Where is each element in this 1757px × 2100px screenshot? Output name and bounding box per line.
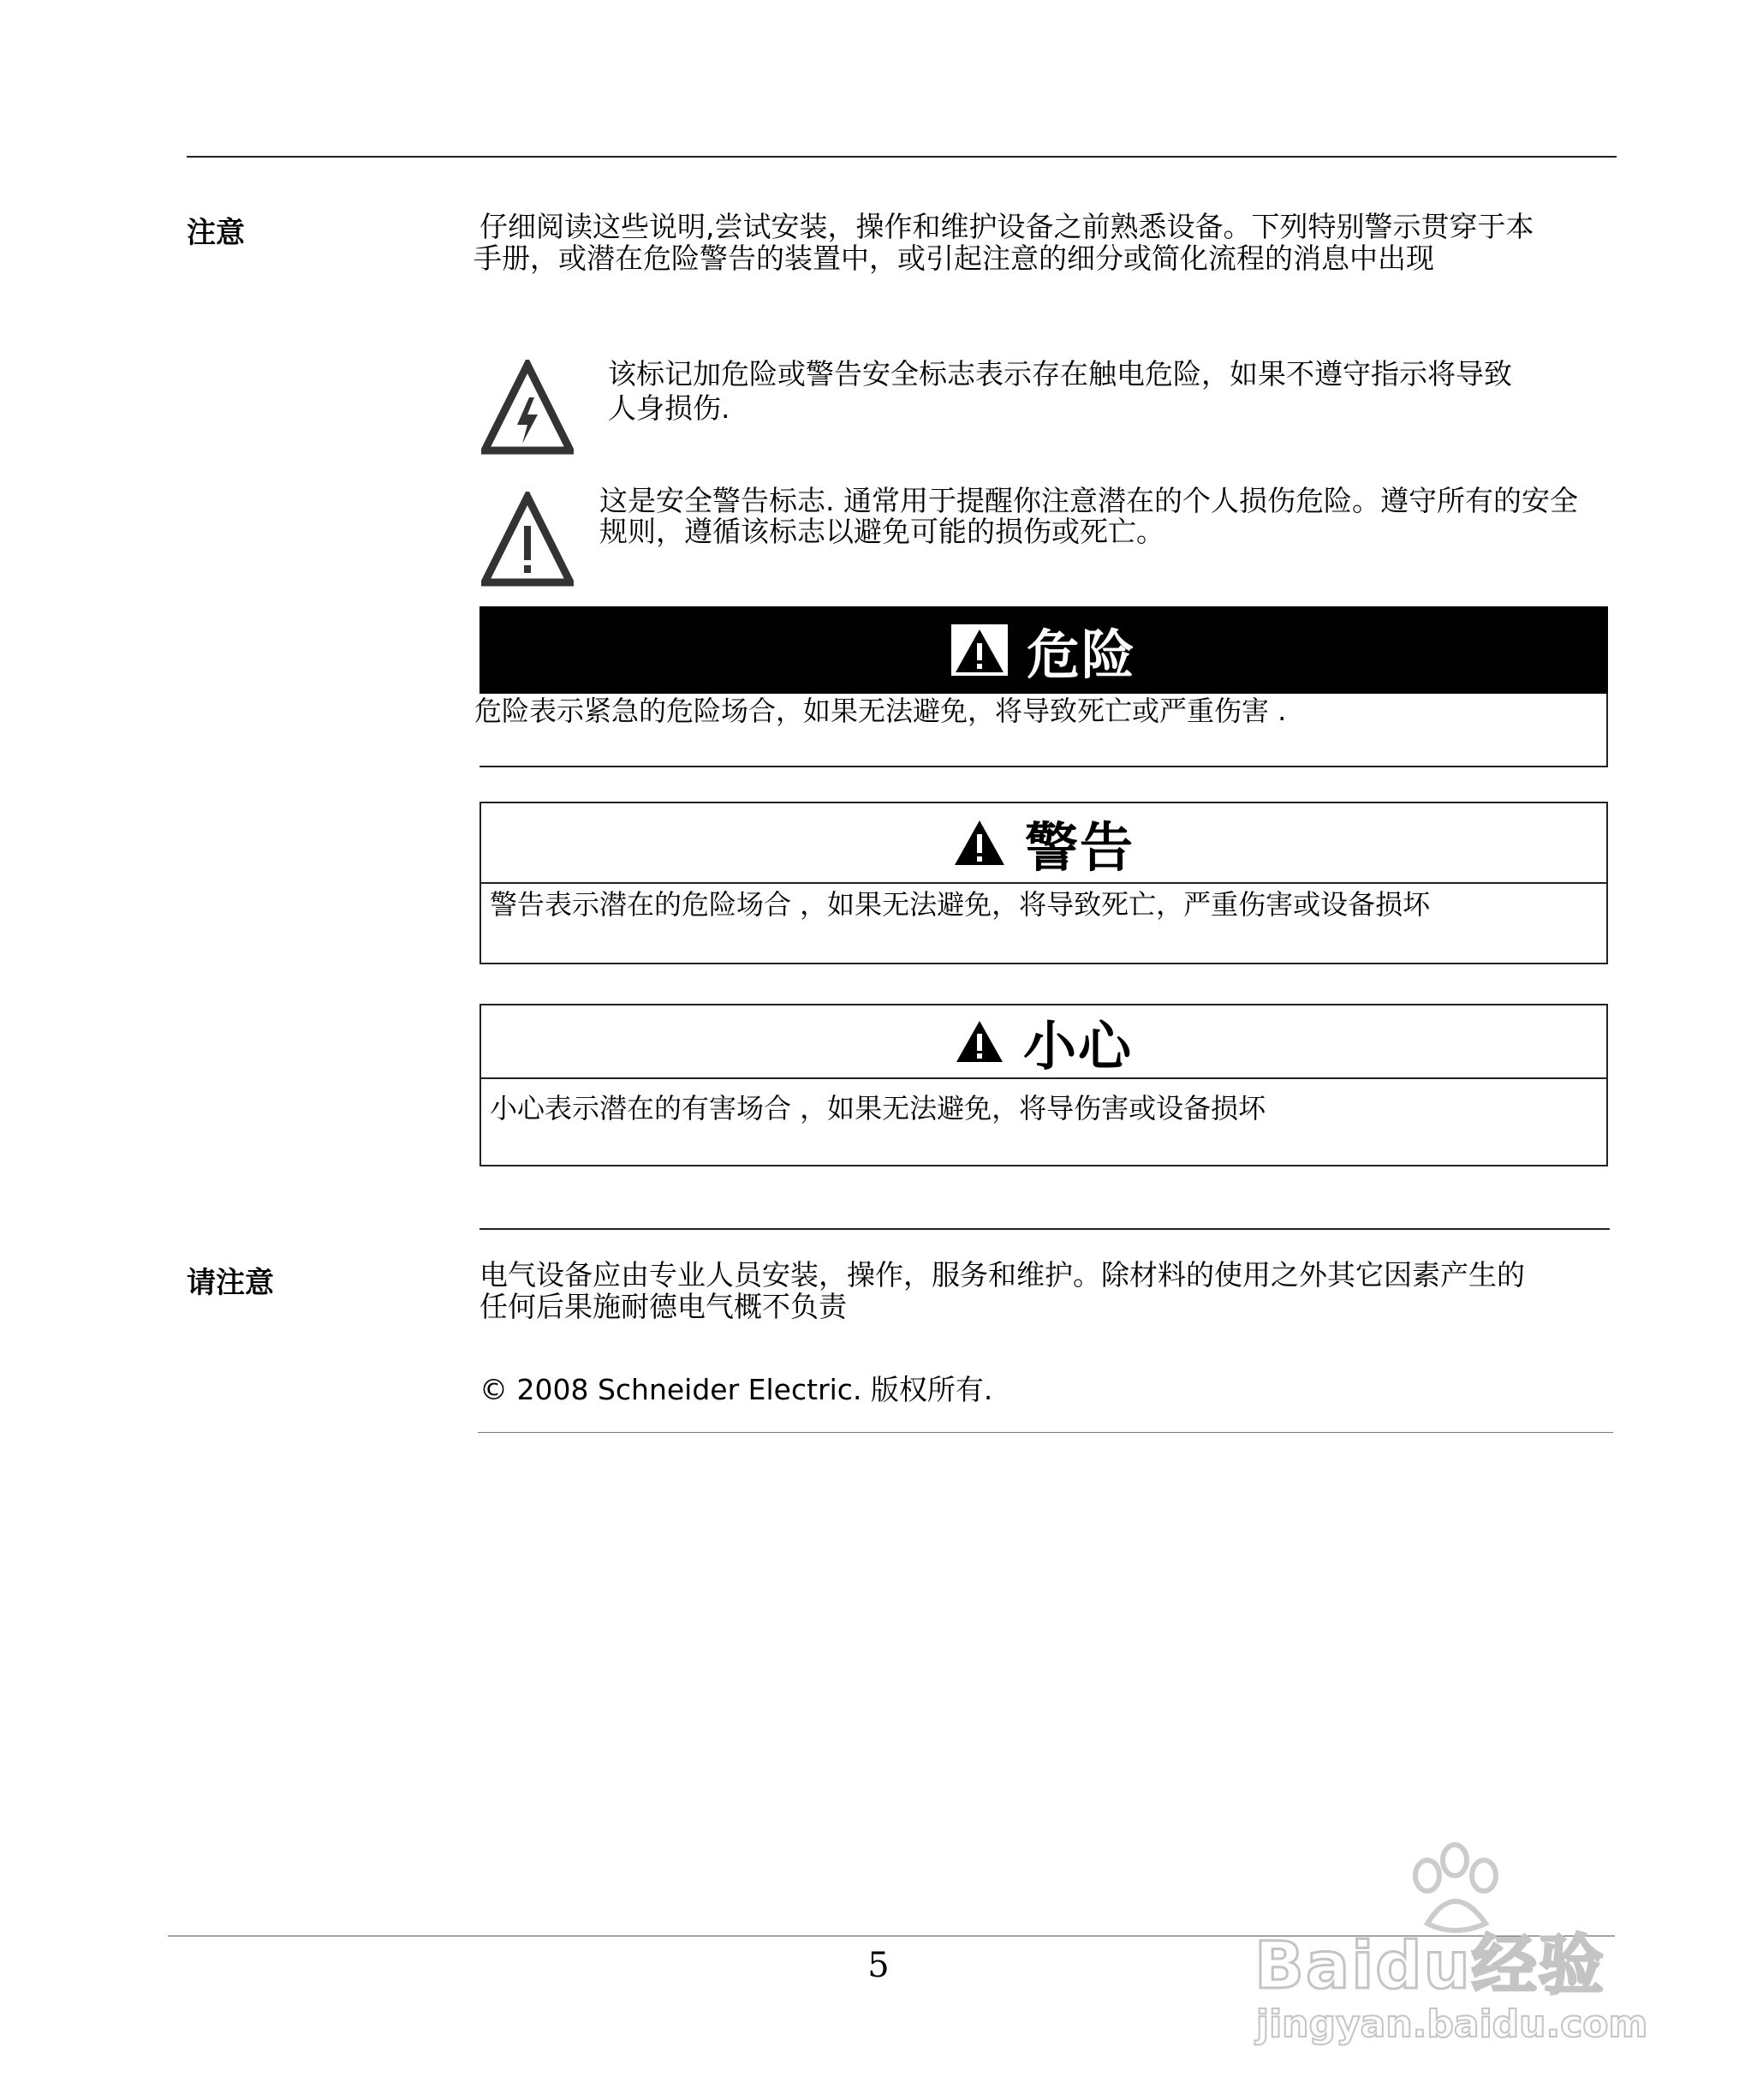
notice-text-line1: 仔细阅读这些说明,尝试安装，操作和维护设备之前熟悉设备。下列特别警示贯穿于本 xyxy=(479,210,1534,243)
copyright-rule xyxy=(478,1432,1613,1433)
please-note-label: 请注意 xyxy=(187,1266,274,1300)
alert-symbol-text-line2: 规则，遵循该标志以避免可能的损伤或死亡。 xyxy=(599,515,1164,548)
top-rule xyxy=(187,156,1617,158)
notice-text-line2: 手册，或潜在危险警告的装置中，或引起注意的细分或简化流程的消息中出现 xyxy=(473,242,1434,275)
please-note-text-line2: 任何后果施耐德电气概不负责 xyxy=(479,1290,847,1323)
lightning-warning-icon xyxy=(481,360,574,456)
warning-title: 警告 xyxy=(1024,815,1135,879)
caution-triangle-icon xyxy=(955,1019,1004,1064)
danger-title: 危险 xyxy=(1026,623,1136,686)
danger-header xyxy=(479,606,1608,694)
please-note-text-line1: 电气设备应由专业人员安装，操作，服务和维护。除材料的使用之外其它因素产生的 xyxy=(479,1258,1525,1292)
caution-text: 小心表示潜在的有害场合 ，如果无法避免，将导伤害或设备损坏 xyxy=(490,1092,1266,1125)
danger-warning-icon xyxy=(951,624,1008,676)
watermark-brand: Baidu经验 xyxy=(1254,1927,1605,2003)
page-number: 5 xyxy=(867,1946,890,1985)
copyright: © 2008 Schneider Electric. 版权所有. xyxy=(479,1373,993,1406)
caution-box xyxy=(479,1004,1608,1166)
baidu-watermark xyxy=(1246,1841,1674,2055)
shock-symbol-text-line2: 人身损伤. xyxy=(608,391,730,425)
caution-title: 小心 xyxy=(1022,1014,1133,1077)
warning-header xyxy=(481,803,1606,882)
shock-symbol-text-line1: 该标记加危险或警告安全标志表示存在触电危险，如果不遵守指示将导致 xyxy=(608,357,1512,391)
danger-box xyxy=(474,606,1608,767)
warning-box xyxy=(479,802,1608,964)
alert-symbol-text-line1: 这是安全警告标志. 通常用于提醒你注意潜在的个人损伤危险。遵守所有的安全 xyxy=(599,484,1578,517)
section-rule xyxy=(479,1228,1610,1230)
danger-text: 危险表示紧急的危险场合，如果无法避免，将导致死亡或严重伤害 . xyxy=(474,695,1287,727)
warning-triangle-icon xyxy=(953,819,1006,867)
watermark-url: jingyan.baidu.com xyxy=(1256,2002,1648,2046)
caution-header xyxy=(481,1005,1606,1077)
warning-text: 警告表示潜在的危险场合 ，如果无法避免，将导致死亡，严重伤害或设备损坏 xyxy=(490,888,1431,921)
notice-label: 注意 xyxy=(187,216,245,250)
exclamation-warning-icon xyxy=(481,492,574,588)
